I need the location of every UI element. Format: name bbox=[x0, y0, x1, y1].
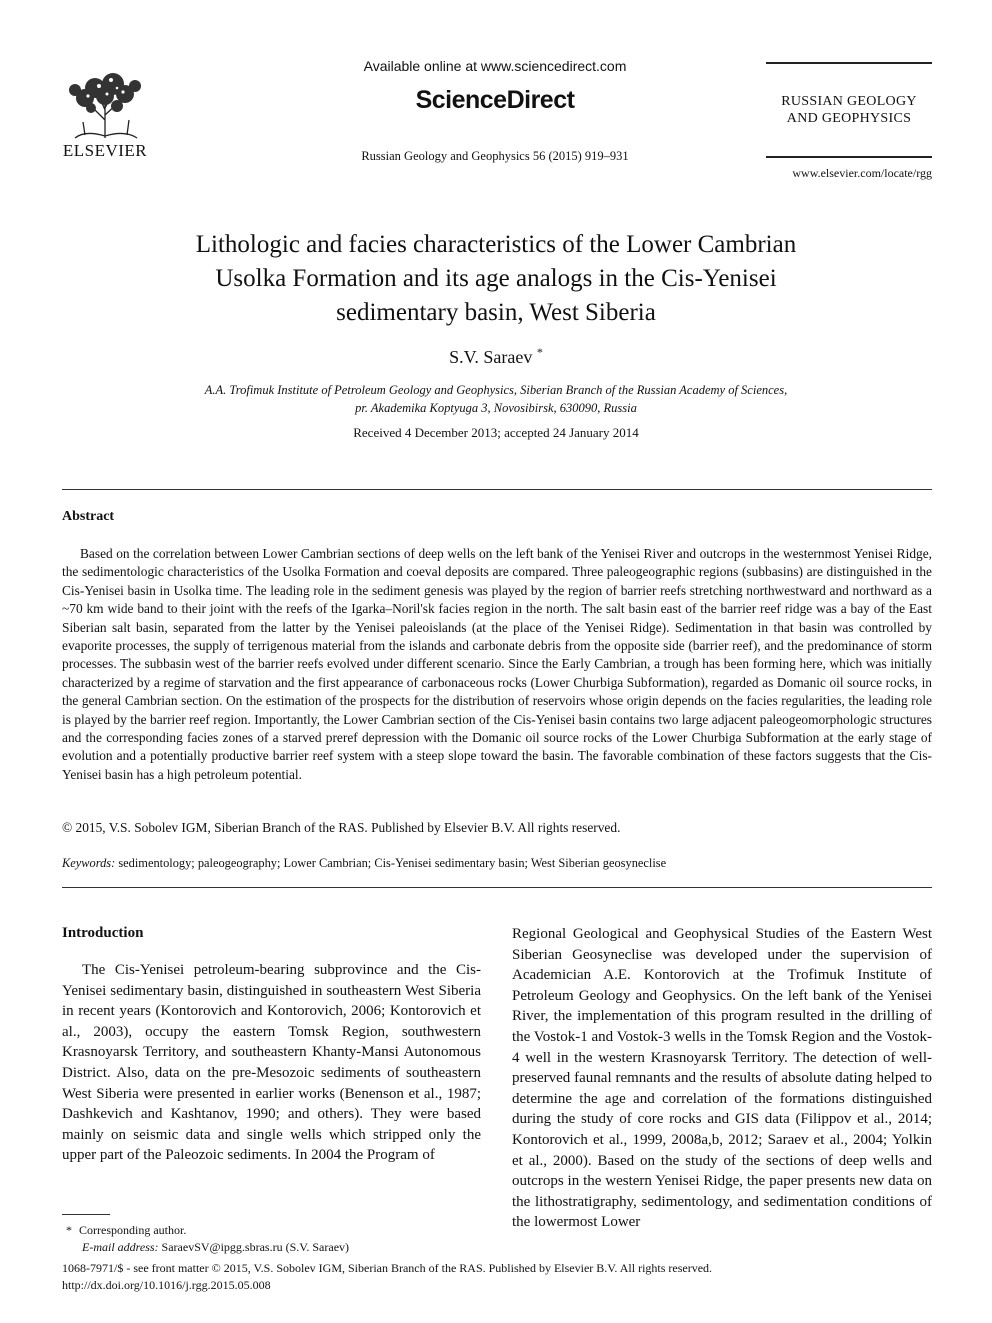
author-name: S.V. Saraev bbox=[449, 347, 533, 367]
affiliation-line1: A.A. Trofimuk Institute of Petroleum Geology and Geophysics, Siberian Branch of the Russian Academy of Sciences, bbox=[204, 383, 788, 397]
footer-doi[interactable]: http://dx.doi.org/10.1016/j.rgg.2015.05.008 bbox=[62, 1277, 271, 1292]
title-line1: Lithologic and facies characteristics of the Lower Cambrian bbox=[195, 231, 797, 258]
journal-title-line2: AND GEOPHYSICS bbox=[786, 111, 912, 126]
affiliation-line2: pr. Akademika Koptyuga 3, Novosibirsk, 630090, Russia bbox=[355, 401, 637, 415]
journal-title-line1: RUSSIAN GEOLOGY bbox=[781, 94, 917, 109]
footnote-rule bbox=[62, 1214, 110, 1215]
affiliation bbox=[96, 381, 896, 417]
sciencedirect-logo: ScienceDirect bbox=[415, 86, 575, 114]
keywords-label: Keywords: bbox=[62, 856, 116, 870]
abstract-text: Based on the correlation between Lower Cambrian sections of deep wells on the left bank of the Yenisei River and outcrops in the westernmost Yenisei Ridge, the sedimentologic characteristics of the Usolka Formation and coeval deposits are compared. Three paleogeographic regions (subbasins) are distinguished in the Cis-Yenisei basin in Usolka time. The leading role in the sediment genesis was played by the region of barrier reefs stretching northwestward and northward as a ~70 km wide band to their joint with the reefs of the Igarka–Noril'sk facies region in the north. The salt basin east of the barrier reef ridge was a bay of the East Siberian salt basin, separated from the latter by the Yenisei paleoislands (at the place of the Yenisei Ridge). Sedimentation in that basin was controlled by evaporite processes, the supply of terrigenous material from the islands and carbonate debris from the opposite side (barrier reef), and the predominance of storm processes. The subbasin west of the barrier reefs evolved under different scenario. Since the Early Cambrian, a trough has been forming here, which was initially characterized by a regime of starvation and the first appearance of carbonaceous rocks (Lower Churbiga Subformation), regarded as Domanic oil source rocks, in the general Cambrian section. On the estimation of the prospects for the distribution of reservoirs whose origin depends on the facies regularities, the leading role is played by the barrier reef region. Importantly, the Lower Cambrian section of the Cis-Yenisei basin contains two large adjacent paleogeomorphologic structures and the corresponding facies zones of a starved preref depression with the Domanic oil source rocks of the Lower Churbiga Subformation at the early stage of evolution and a potentially productive barrier reef system with a steep slope toward the basin. The favorable combination of these factors suggests that the Cis-Yenisei basin has a high petroleum potential. bbox=[62, 546, 932, 782]
received-dates: Received 4 December 2013; accepted 24 January 2014 bbox=[353, 425, 639, 440]
keywords-list: sedimentology; paleogeography; Lower Cambrian; Cis-Yenisei sedimentary basin; West Siberian geosyneclise bbox=[118, 856, 667, 870]
title-line3: sedimentary basin, West Siberia bbox=[336, 299, 656, 326]
email-address[interactable]: SaraevSV@ipgg.sbras.ru (S.V. Saraev) bbox=[161, 1240, 350, 1254]
keywords bbox=[62, 856, 932, 871]
divider-bottom bbox=[62, 887, 932, 888]
email-label: E-mail address: bbox=[82, 1240, 159, 1254]
page-footer bbox=[62, 1260, 932, 1293]
introduction-heading: Introduction bbox=[62, 925, 144, 941]
divider-top bbox=[62, 489, 932, 490]
journal-rule-bottom bbox=[766, 156, 932, 158]
journal-citation: Russian Geology and Geophysics 56 (2015) 919–931 bbox=[361, 149, 629, 163]
abstract-copyright: © 2015, V.S. Sobolev IGM, Siberian Branch of the RAS. Published by Elsevier B.V. All rights reserved. bbox=[62, 820, 621, 835]
author-mark[interactable]: * bbox=[536, 345, 543, 359]
available-online-link[interactable]: Available online at www.sciencedirect.com bbox=[363, 58, 627, 74]
journal-title bbox=[766, 93, 932, 127]
footnote-mark: * bbox=[66, 1223, 72, 1237]
body-column-left: The Cis-Yenisei petroleum-bearing subprovince and the Cis-Yenisei sedimentary basin, distinguished in southeastern West Siberia in recent years (Kontorovich and Kontorovich, 2006; Kontorovich et al., 2003), occupy the eastern Tomsk Region, southwestern Krasnoyarsk Territory, and southeastern Khanty-Mansi Autonomous District. Also, data on the pre-Mesozoic sediments of southeastern West Siberia were presented in earlier works (Benenson et al., 1987; Dashkevich and Kashtanov, 1990; and others). They were based mainly on seismic data and single wells which stripped only the upper part of the Paleozoic sediments. In 2004 the Program of bbox=[62, 962, 481, 1164]
journal-url[interactable]: www.elsevier.com/locate/rgg bbox=[792, 166, 932, 180]
abstract-heading: Abstract bbox=[62, 509, 115, 524]
footnote-label: Corresponding author. bbox=[79, 1223, 187, 1237]
article-title bbox=[96, 228, 896, 330]
publisher-name: ELSEVIER bbox=[62, 141, 148, 160]
author-line bbox=[96, 345, 896, 368]
journal-rule-top bbox=[766, 62, 932, 64]
footnote bbox=[66, 1222, 486, 1256]
body-column-right: Regional Geological and Geophysical Studies of the Eastern West Siberian Geosyneclise was developed under the supervision of Academician A.E. Kontorovich at the Trofimuk Institute of Petroleum Geology and Geophysics. On the left bank of the Yenisei River, the implementation of this program resulted in the drilling of the Vostok-1 and Vostok-3 wells in the Tomsk Region and the Vostok-4 well in the western Krasnoyarsk Territory. The detection of well-preserved faunal remnants and the results of absolute dating helped to determine the age and correlation of the formations distinguished during the study of core rocks and GIS data (Filippov et al., 2014; Kontorovich et al., 1999, 2008a,b, 2012; Saraev et al., 2004; Yolkin et al., 2000). Based on the study of the sections of deep wells and outcrops in the western Yenisei Ridge, the paper presents new data on the lithostratigraphy, sedimentology, and sedimentation conditions of the lowermost Lower bbox=[512, 926, 932, 1231]
title-line2: Usolka Formation and its age analogs in the Cis-Yenisei bbox=[215, 265, 777, 292]
footer-front-matter: 1068-7971/$ - see front matter © 2015, V.S. Sobolev IGM, Siberian Branch of the RAS. Published by Elsevier B.V. All rights reserved. bbox=[62, 1261, 713, 1275]
